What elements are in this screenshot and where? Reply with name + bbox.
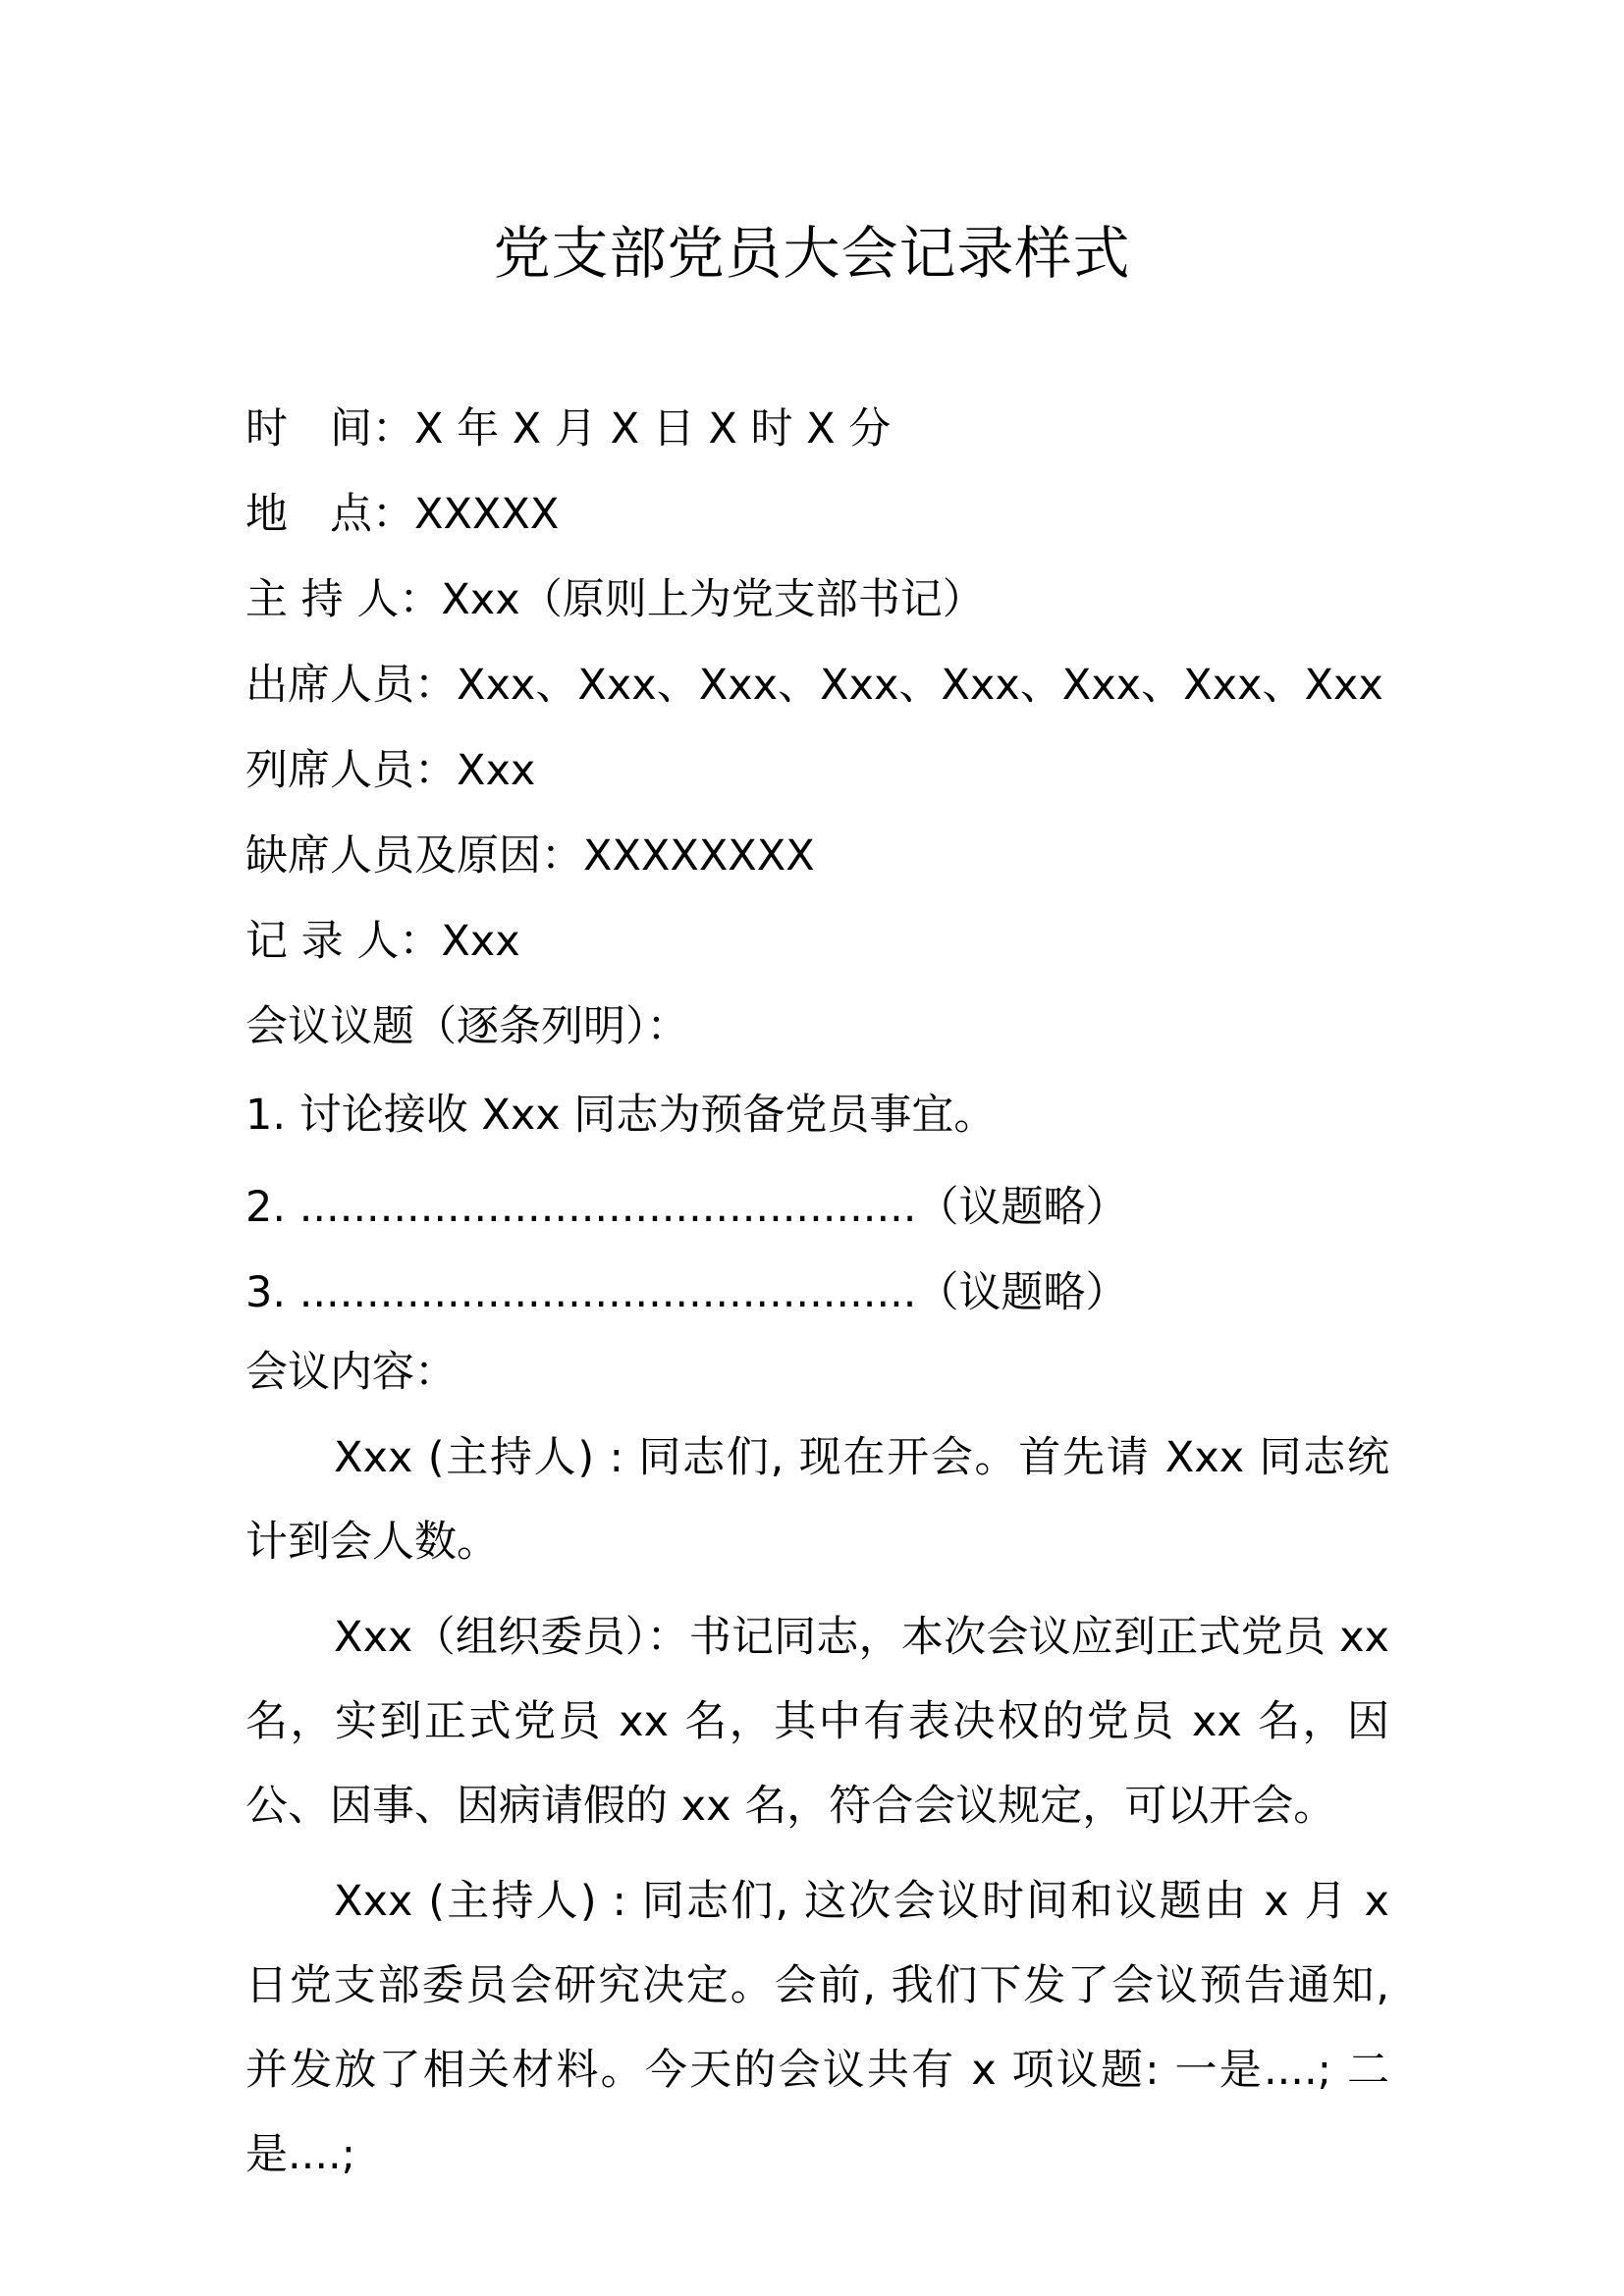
agenda-item: 1. 讨论接收 Xxx 同志为预备党员事宜。 xyxy=(245,1091,997,1140)
meeting-place: 地 点：XXXXX xyxy=(245,490,560,539)
meeting-recorder: 记 录 人：Xxx xyxy=(245,917,520,966)
content-heading: 会议内容： xyxy=(245,1348,457,1397)
meeting-observers: 列席人员：Xxx xyxy=(245,746,536,795)
agenda-heading: 会议议题（逐条列明）： xyxy=(245,1002,689,1051)
meeting-absent: 缺席人员及原因：XXXXXXXX xyxy=(245,831,815,881)
meeting-attendees: 出席人员：Xxx、Xxx、Xxx、Xxx、Xxx、Xxx、Xxx、Xxx xyxy=(245,661,1383,710)
agenda-item: 2. ..............................................（议题略） xyxy=(245,1183,1128,1232)
meeting-host: 主 持 人：Xxx（原则上为党支部书记） xyxy=(245,575,985,624)
content-paragraph: Xxx (主持人) : 同志们, 现在开会。首先请 Xxx 同志统计到会人数。 xyxy=(245,1433,1389,1567)
meeting-time: 时 间：X 年 X 月 X 日 X 时 X 分 xyxy=(245,404,892,454)
content-paragraph: Xxx（组织委员）：书记同志，本次会议应到正式党员 xx 名，实到正式党员 xx 名，其中有表决权的党员 xx 名，因公、因事、因病请假的 xx 名，符合会议规定，可以开会。 xyxy=(245,1613,1389,1831)
document-title: 党支部党员大会记录样式 xyxy=(493,220,1131,287)
content-paragraph: Xxx (主持人) : 同志们, 这次会议时间和议题由 x 月 x 日党支部委员会研究决定。会前, 我们下发了会议预告通知, 并发放了相关材料。今天的会议共有 x 项议题: 一是....; 二是....; xyxy=(245,1877,1389,2179)
agenda-item: 3. ..............................................（议题略） xyxy=(245,1268,1128,1317)
